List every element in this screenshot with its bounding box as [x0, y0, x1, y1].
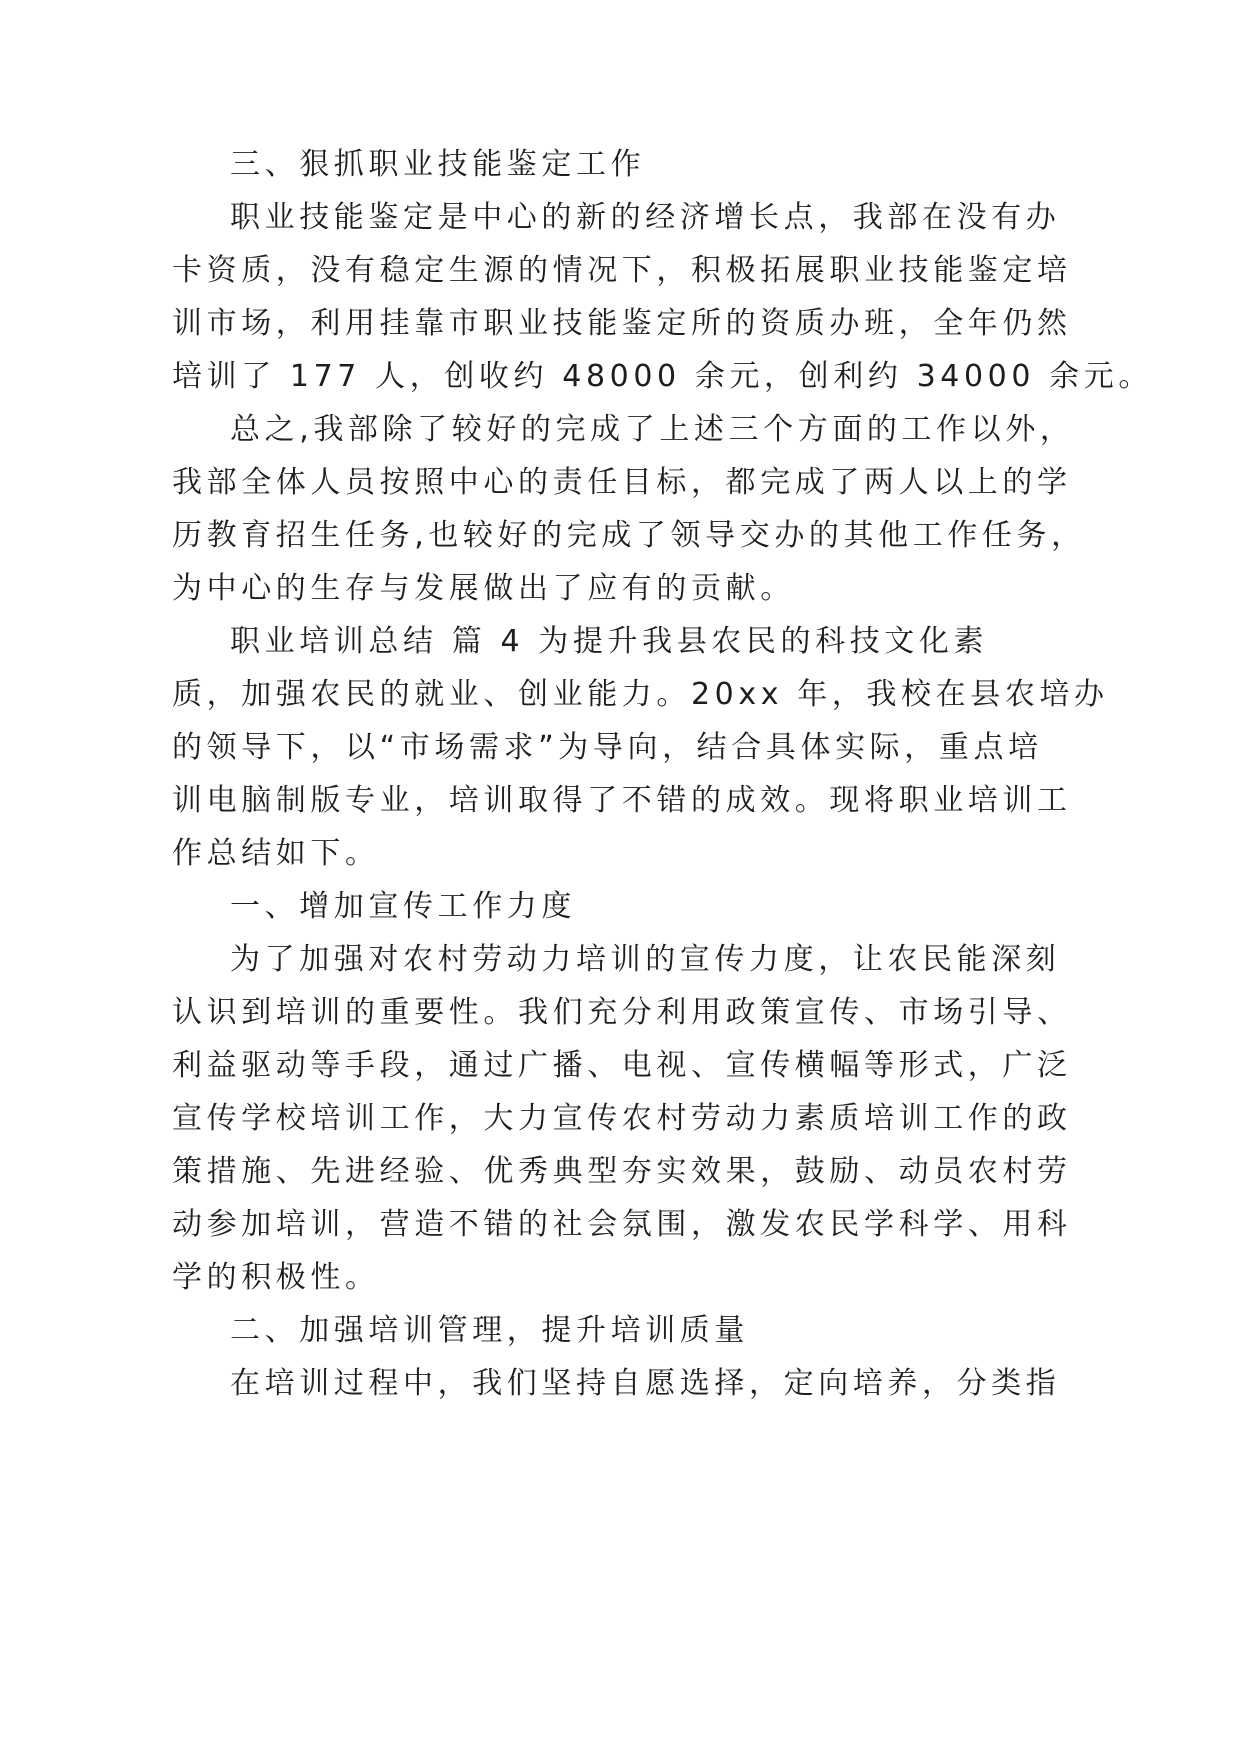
paragraph-line: 认识到培训的重要性。我们充分利用政策宣传、市场引导、 — [172, 995, 1072, 1030]
paragraph-line: 在培训过程中，我们坚持自愿选择，定向培养，分类指 — [230, 1366, 1061, 1401]
paragraph-line: 总之,我部除了较好的完成了上述三个方面的工作以外， — [230, 412, 1075, 447]
paragraph-line: 宣传学校培训工作，大力宣传农村劳动力素质培训工作的政 — [172, 1101, 1072, 1136]
paragraph-line: 历教育招生任务,也较好的完成了领导交办的其他工作任务， — [172, 518, 1086, 553]
paragraph-line: 卡资质，没有稳定生源的情况下，积极拓展职业技能鉴定培 — [172, 253, 1072, 288]
paragraph-line: 为中心的生存与发展做出了应有的贡献。 — [172, 571, 795, 606]
paragraph-line: 动参加培训，营造不错的社会氛围，激发农民学科学、用科 — [172, 1207, 1072, 1242]
section-heading-2: 二、加强培训管理，提升培训质量 — [230, 1313, 749, 1348]
paragraph-line: 学的积极性。 — [172, 1260, 380, 1295]
paragraph-line: 为了加强对农村劳动力培训的宣传力度，让农民能深刻 — [230, 942, 1061, 977]
paragraph-line: 作总结如下。 — [172, 836, 380, 871]
section-heading-3: 三、狠抓职业技能鉴定工作 — [230, 147, 646, 182]
paragraph-line: 质，加强农民的就业、创业能力。20xx 年，我校在县农培办 — [172, 677, 1109, 712]
paragraph-line: 的领导下，以“市场需求”为导向，结合具体实际，重点培 — [172, 730, 1043, 765]
article-title-line: 职业培训总结 篇 4 为提升我县农民的科技文化素 — [230, 624, 989, 659]
paragraph-line: 策措施、先进经验、优秀典型夯实效果，鼓励、动员农村劳 — [172, 1154, 1072, 1189]
paragraph-line: 利益驱动等手段，通过广播、电视、宣传横幅等形式，广泛 — [172, 1048, 1072, 1083]
paragraph-line: 培训了 177 人，创收约 48000 余元，创利约 34000 余元。 — [172, 359, 1153, 394]
paragraph-line: 训电脑制版专业，培训取得了不错的成效。现将职业培训工 — [172, 783, 1072, 818]
paragraph-line: 我部全体人员按照中心的责任目标，都完成了两人以上的学 — [172, 465, 1072, 500]
paragraph-line: 训市场，利用挂靠市职业技能鉴定所的资质办班，全年仍然 — [172, 306, 1072, 341]
paragraph-line: 职业技能鉴定是中心的新的经济增长点，我部在没有办 — [230, 200, 1061, 235]
section-heading-1: 一、增加宣传工作力度 — [230, 889, 576, 924]
